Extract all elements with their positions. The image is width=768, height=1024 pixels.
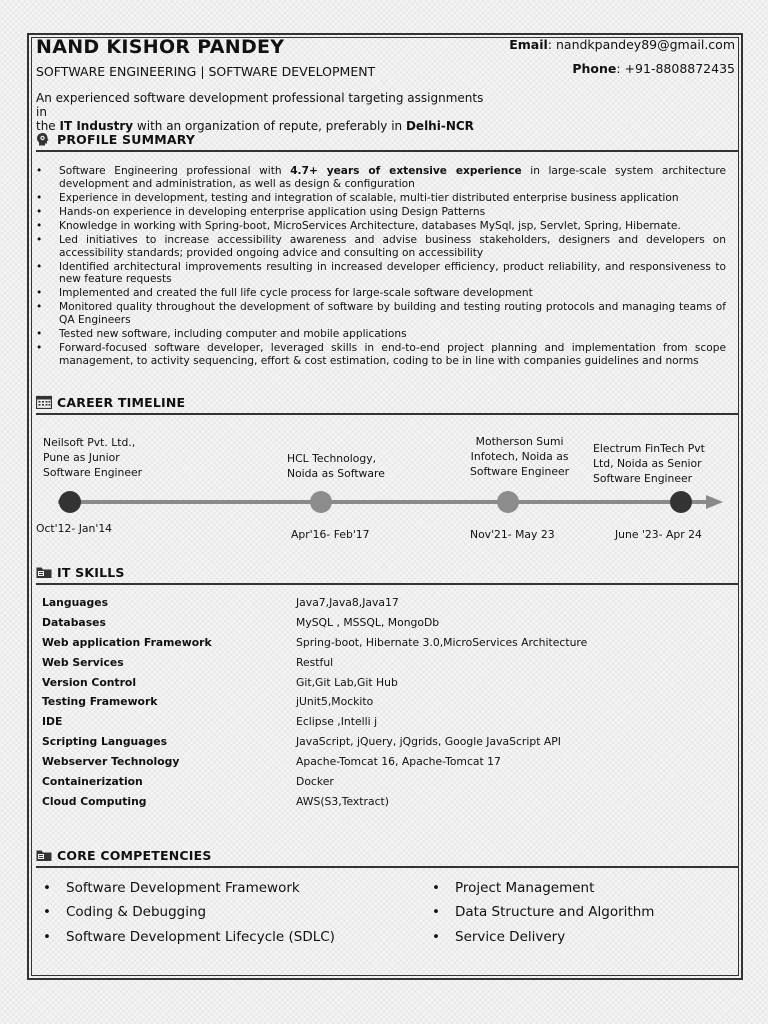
skill-value: MySQL , MSSQL, MongoDb xyxy=(296,615,440,629)
skill-category: Containerization xyxy=(42,775,143,789)
timeline-role: Software Engineer xyxy=(593,472,693,485)
timeline-label xyxy=(43,435,142,480)
list-item: • Hands-on experience in developing enterprise application using Design Patterns xyxy=(36,206,726,219)
career-objective xyxy=(36,91,496,133)
bullet-icon: • xyxy=(43,904,51,920)
summary-text: Software Engineering professional with xyxy=(59,165,291,177)
skill-value: Git,Git Lab,Git Hub xyxy=(296,675,398,689)
timeline-date: Nov'21- May 23 xyxy=(470,528,555,541)
section-title-competencies: CORE COMPETENCIES xyxy=(57,848,212,863)
skill-category: Web Services xyxy=(42,655,124,669)
table-row xyxy=(42,753,702,773)
phone-label: Phone xyxy=(572,61,617,76)
competency-label: Software Development Lifecycle (SDLC) xyxy=(66,929,335,945)
skill-value: Docker xyxy=(296,775,334,789)
objective-line-1: An experienced software development professional targeting assignments in xyxy=(36,91,484,119)
timeline-role: Noida as Software xyxy=(287,467,385,480)
email-line: Email: nandkpandey89@gmail.com xyxy=(509,37,735,52)
table-row xyxy=(42,733,702,753)
objective-text: the xyxy=(36,119,60,133)
section-header-career xyxy=(36,393,738,415)
skill-category: Databases xyxy=(42,615,106,629)
timeline-label xyxy=(470,434,569,479)
bullet-icon: • xyxy=(43,929,51,945)
section-header-competencies xyxy=(36,846,738,868)
skill-category: Web application Framework xyxy=(42,635,212,649)
folder-icon xyxy=(36,565,52,579)
section-title-skills: IT SKILLS xyxy=(57,565,125,580)
list-item: • Led initiatives to increase accessibility awareness and advise business stakeholders, designers and developers on accessibility standards; provided ongoing advice and consulting on accessibility xyxy=(36,234,726,260)
timeline-node xyxy=(59,491,81,513)
timeline-role: Software Engineer xyxy=(43,466,143,479)
timeline-arrow-icon xyxy=(706,495,723,509)
timeline-company: HCL Technology, xyxy=(287,452,377,465)
timeline-date: June '23- Apr 24 xyxy=(615,528,702,541)
competency-label: Service Delivery xyxy=(455,929,566,945)
section-title-profile: PROFILE SUMMARY xyxy=(57,132,196,147)
phone-number[interactable]: +91-8808872435 xyxy=(624,61,735,76)
skill-value: Restful xyxy=(296,655,334,669)
competency-label: Software Development Framework xyxy=(66,880,300,896)
section-header-skills xyxy=(36,563,738,585)
skill-category: Testing Framework xyxy=(42,695,158,709)
timeline-node xyxy=(310,491,332,513)
table-row xyxy=(42,674,702,694)
table-row xyxy=(42,713,702,733)
list-item: • Identified architectural improvements resulting in increased developer efficiency, product reliability, and responsiveness to new feature requests xyxy=(36,261,726,287)
list-item: • Forward-focused software developer, leveraged skills in end-to-end project planning and implementation from scope management, to activity sequencing, effort & cost estimation, coding to be in line with companies guidelines and norms xyxy=(36,342,726,368)
objective-industry: IT Industry xyxy=(59,119,134,133)
timeline-label xyxy=(593,441,705,486)
bullet-icon: • xyxy=(432,904,440,920)
phone-line: Phone: +91-8808872435 xyxy=(572,61,735,76)
folder-icon xyxy=(36,848,52,862)
skill-value: jUnit5,Mockito xyxy=(296,695,374,709)
skill-category: IDE xyxy=(42,715,63,729)
skill-category: Webserver Technology xyxy=(42,755,180,769)
timeline-node xyxy=(497,491,519,513)
bullet-icon: • xyxy=(432,880,440,896)
section-header-profile xyxy=(36,130,738,152)
candidate-name: NAND KISHOR PANDEY xyxy=(36,36,285,58)
skill-value: Java7,Java8,Java17 xyxy=(296,596,399,609)
timeline-role: Ltd, Noida as Senior xyxy=(593,457,702,470)
email-address[interactable]: nandkpandey89@gmail.com xyxy=(555,37,735,52)
table-row xyxy=(42,773,702,793)
skill-value: Spring-boot, Hibernate 3.0,MicroServices Architecture xyxy=(296,635,588,649)
skill-value: Eclipse ,Intelli j xyxy=(296,715,378,729)
list-item: • Implemented and created the full life cycle process for large-scale software development xyxy=(36,287,726,300)
list-item: • Tested new software, including computer and mobile applications xyxy=(36,328,726,341)
skill-category: Cloud Computing xyxy=(42,794,147,808)
table-row xyxy=(42,594,702,614)
timeline-node xyxy=(670,491,692,513)
summary-text: in large-scale system architecture development and administration, as well as design & configuration xyxy=(59,165,726,190)
table-row xyxy=(42,793,702,813)
skill-category: Languages xyxy=(42,596,109,609)
table-row xyxy=(42,614,702,634)
competency-label: Coding & Debugging xyxy=(66,904,207,920)
candidate-title: SOFTWARE ENGINEERING | SOFTWARE DEVELOPMENT xyxy=(36,64,376,79)
skill-value: Apache-Tomcat 16, Apache-Tomcat 17 xyxy=(296,755,501,769)
table-row xyxy=(42,654,702,674)
timeline-role: Infotech, Noida as xyxy=(470,450,569,463)
timeline-role: Pune as Junior xyxy=(43,451,120,464)
timeline-role: Software Engineer xyxy=(470,465,570,478)
timeline-date: Apr'16- Feb'17 xyxy=(291,528,370,541)
bullet-icon: • xyxy=(432,929,440,945)
skills-table xyxy=(42,594,702,813)
timeline-track xyxy=(40,488,730,518)
email-label: Email xyxy=(509,37,548,52)
competency-label: Project Management xyxy=(455,880,595,896)
skill-category: Version Control xyxy=(42,675,137,689)
section-title-career: CAREER TIMELINE xyxy=(57,395,186,410)
summary-highlight: 4.7+ years of extensive experience xyxy=(290,165,522,177)
competency-label: Data Structure and Algorithm xyxy=(455,904,655,920)
bullet-icon: • xyxy=(43,880,51,896)
objective-text: with an organization of repute, preferably in xyxy=(133,119,406,133)
skill-value: AWS(S3,Textract) xyxy=(296,794,389,808)
list-item: • Monitored quality throughout the development of software by building and testing routing protocols and managing teams of QA Engineers xyxy=(36,301,726,327)
list-item: • Experience in development, testing and integration of scalable, multi-tier distributed enterprise business application xyxy=(36,192,726,205)
timeline-label xyxy=(287,451,385,481)
profile-summary-list xyxy=(36,165,726,369)
calendar-icon xyxy=(36,395,52,409)
skill-value: JavaScript, jQuery, jQgrids, Google JavaScript API xyxy=(296,735,561,749)
timeline-company: Neilsoft Pvt. Ltd., xyxy=(43,436,136,449)
table-row xyxy=(42,634,702,654)
list-item xyxy=(36,165,726,191)
timeline-company: Motherson Sumi xyxy=(475,435,564,448)
head-gear-icon xyxy=(36,132,52,146)
timeline-company: Electrum FinTech Pvt xyxy=(593,442,705,455)
skill-category: Scripting Languages xyxy=(42,735,167,749)
table-row xyxy=(42,693,702,713)
objective-location: Delhi-NCR xyxy=(405,119,474,133)
list-item: • Knowledge in working with Spring-boot, MicroServices Architecture, databases MySql, jsp, Servlet, Spring, Hibernate. xyxy=(36,220,726,233)
timeline-date: Oct'12- Jan'14 xyxy=(36,522,113,535)
